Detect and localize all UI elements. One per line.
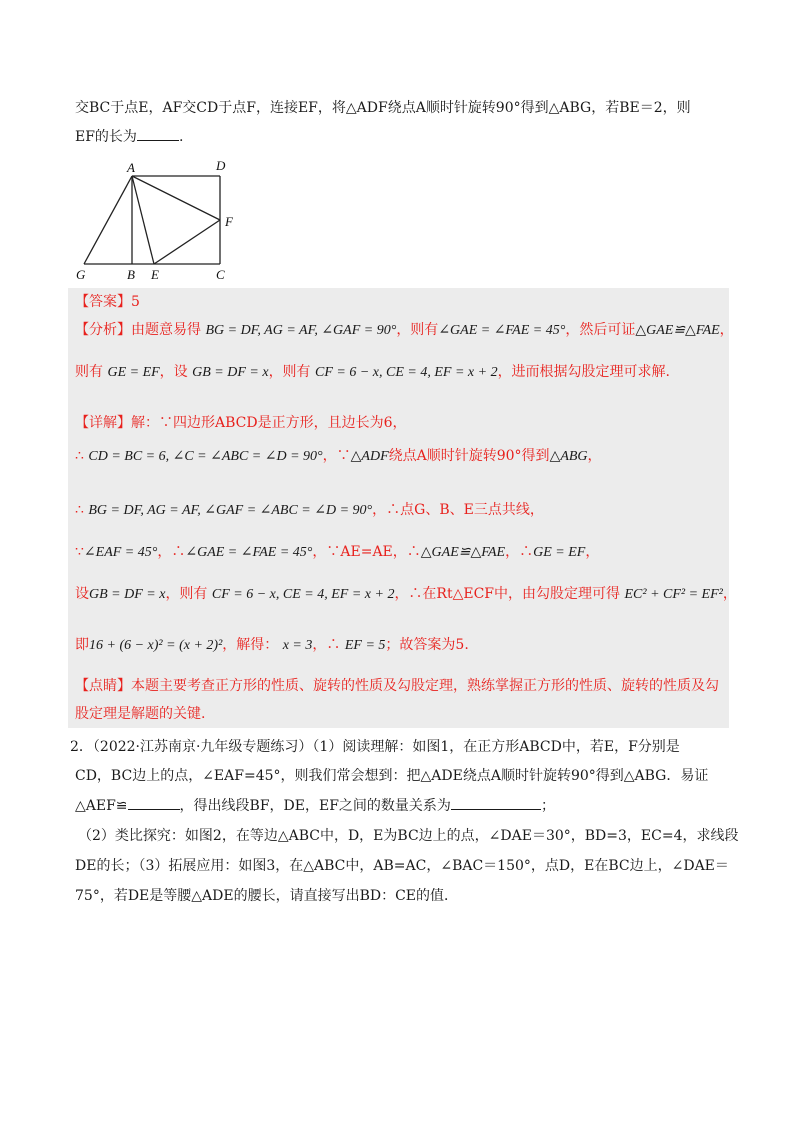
- segment-AE: [132, 176, 154, 264]
- analysis-text: ，: [719, 322, 734, 338]
- detail-math: EC² + CF² = EF²: [624, 587, 723, 602]
- detail-text: ，解得：: [222, 637, 279, 653]
- geometry-figure-svg: [72, 158, 242, 284]
- analysis-text: ，则有: [396, 322, 439, 338]
- detail-text: ，则有: [165, 586, 208, 602]
- figure-label-B: B: [127, 267, 135, 282]
- problem2-line3: [75, 795, 555, 816]
- analysis-text: ，进而根据勾股定理可求解.: [497, 364, 671, 380]
- detail-math: △ABG: [549, 449, 588, 464]
- problem1-line2: [75, 126, 183, 147]
- detail-math: x = 3: [282, 638, 313, 653]
- comment-line2: 股定理是解题的关键.: [75, 706, 206, 722]
- detail-text: ∵: [75, 544, 84, 560]
- detail-text: ，∴: [157, 544, 186, 560]
- detail-math: △ADF: [350, 449, 389, 464]
- detail-text: ；故答案为5.: [385, 637, 469, 653]
- problem2-text: △AEF≌: [75, 798, 128, 814]
- problem1-line1: 交BC于点E，AF交CD于点F，连接EF，将△ADF绕点A顺时针旋转90°得到△ABG，若BE＝2，则: [75, 100, 691, 116]
- analysis-text: ，设: [159, 364, 188, 380]
- detail-line1: [75, 413, 407, 433]
- analysis-line2: [75, 362, 670, 383]
- detail-line2: [75, 446, 602, 467]
- analysis-math: BG = DF, AG = AF, ∠GAF = 90°: [205, 323, 397, 338]
- figure-label-A: A: [127, 160, 135, 175]
- detail-math: GE = EF: [533, 545, 586, 560]
- problem2-text: ；: [540, 798, 555, 814]
- detail-text: ∴: [75, 448, 84, 464]
- detail-text: ，∴: [505, 544, 534, 560]
- problem2-text: ，得出线段BF，DE，EF之间的数量关系为: [179, 798, 451, 814]
- analysis-math: CF = 6 − x, CE = 4, EF = x + 2: [315, 365, 498, 380]
- answer-blank: [128, 795, 180, 810]
- detail-text: ∴: [75, 502, 84, 518]
- detail-text: ，: [585, 544, 600, 560]
- detail-text: ，∴: [312, 637, 341, 653]
- problem2-line1: 2．（2022·江苏南京·九年级专题练习）（1）阅读理解：如图1，在正方形ABCD中，若E，F分别是: [70, 739, 680, 755]
- detail-text: ，∴在Rt△ECF中，由勾股定理可得: [394, 586, 621, 602]
- detail-math: CD = BC = 6, ∠C = ∠ABC = ∠D = 90°: [88, 449, 323, 464]
- detail-text: ，: [722, 586, 737, 602]
- problem2-line5: DE的长；（3）拓展应用：如图3，在△ABC中，AB=AC，∠BAC＝150°，点D，E在BC边上，∠DAE＝: [75, 858, 729, 874]
- problem1-line2-suffix: .: [178, 129, 184, 145]
- detail-math: ∠GAE = ∠FAE = 45°: [185, 545, 313, 560]
- detail-line5: [75, 584, 737, 605]
- detail-math: △GAE≌△FAE: [420, 545, 506, 560]
- analysis-text: 由题意易得: [131, 322, 201, 338]
- problem2-line4: （2）类比探究：如图2，在等边△ABC中，D，E为BC边上的点，∠DAE＝30°，BD=3，EC=4，求线段: [78, 828, 739, 844]
- answer-blank: [137, 126, 179, 141]
- detail-line4: [75, 542, 599, 563]
- detail-line6: [75, 635, 469, 656]
- detail-text: ，∵: [322, 448, 351, 464]
- detail-math: EF = 5: [344, 638, 386, 653]
- analysis-text: ，然后可证: [565, 322, 636, 338]
- analysis-text: ，则有: [268, 364, 311, 380]
- segment-AF: [132, 176, 220, 220]
- analysis-math: △GAE≌△FAE: [635, 323, 720, 338]
- detail-text: ，∴点G、B、E三点共线，: [372, 502, 544, 518]
- detail-math: BG = DF, AG = AF, ∠GAF = ∠ABC = ∠D = 90°: [88, 503, 373, 518]
- analysis-math: ∠GAE = ∠FAE = 45°: [438, 323, 566, 338]
- analysis-text: 则有: [75, 364, 103, 380]
- detail-math: CF = 6 − x, CE = 4, EF = x + 2: [211, 587, 395, 602]
- segment-EF: [154, 220, 220, 264]
- problem1-line2-prefix: EF的长为: [75, 129, 137, 145]
- answer-blank: [451, 795, 541, 810]
- detail-math: ∠EAF = 45°: [83, 545, 158, 560]
- detail-text: ，: [587, 448, 602, 464]
- analysis-math: GB = DF = x: [192, 365, 269, 380]
- comment-line1: 【点睛】本题主要考查正方形的性质、旋转的性质及勾股定理，熟练掌握正方形的性质、旋转的性质及勾: [75, 678, 719, 694]
- detail-math: 16 + (6 − x)² = (x + 2)²: [89, 638, 223, 653]
- geometry-figure: [72, 158, 242, 288]
- detail-math: GB = DF = x: [89, 587, 166, 602]
- detail-text: ，∵AE=AE，∴: [312, 544, 421, 560]
- analysis-tag: 【分析】: [75, 322, 131, 338]
- answer-line: 【答案】5: [75, 294, 140, 310]
- detail-text: 解：∵四边形ABCD是正方形，且边长为6，: [131, 415, 407, 431]
- figure-label-G: G: [76, 267, 86, 282]
- detail-text: 设: [75, 586, 89, 602]
- segment-AG: [84, 176, 132, 264]
- analysis-math: GE = EF: [107, 365, 160, 380]
- detail-text: 绕点A顺时针旋转90°得到: [388, 448, 550, 464]
- detail-text: 即: [75, 637, 89, 653]
- detail-tag: 【详解】: [75, 415, 131, 431]
- detail-line3: [75, 500, 544, 521]
- problem2-line6: 75°，若DE是等腰△ADE的腰长，请直接写出BD：CE的值．: [75, 888, 459, 904]
- analysis-line1: [75, 320, 734, 341]
- figure-label-F: F: [225, 214, 233, 229]
- figure-label-C: C: [216, 267, 225, 282]
- problem2-line2: CD，BC边上的点，∠EAF=45°，则我们常会想到：把△ADE绕点A顺时针旋转90°得到△ABG．易证: [75, 768, 709, 784]
- figure-label-E: E: [151, 267, 159, 282]
- figure-label-D: D: [216, 158, 226, 173]
